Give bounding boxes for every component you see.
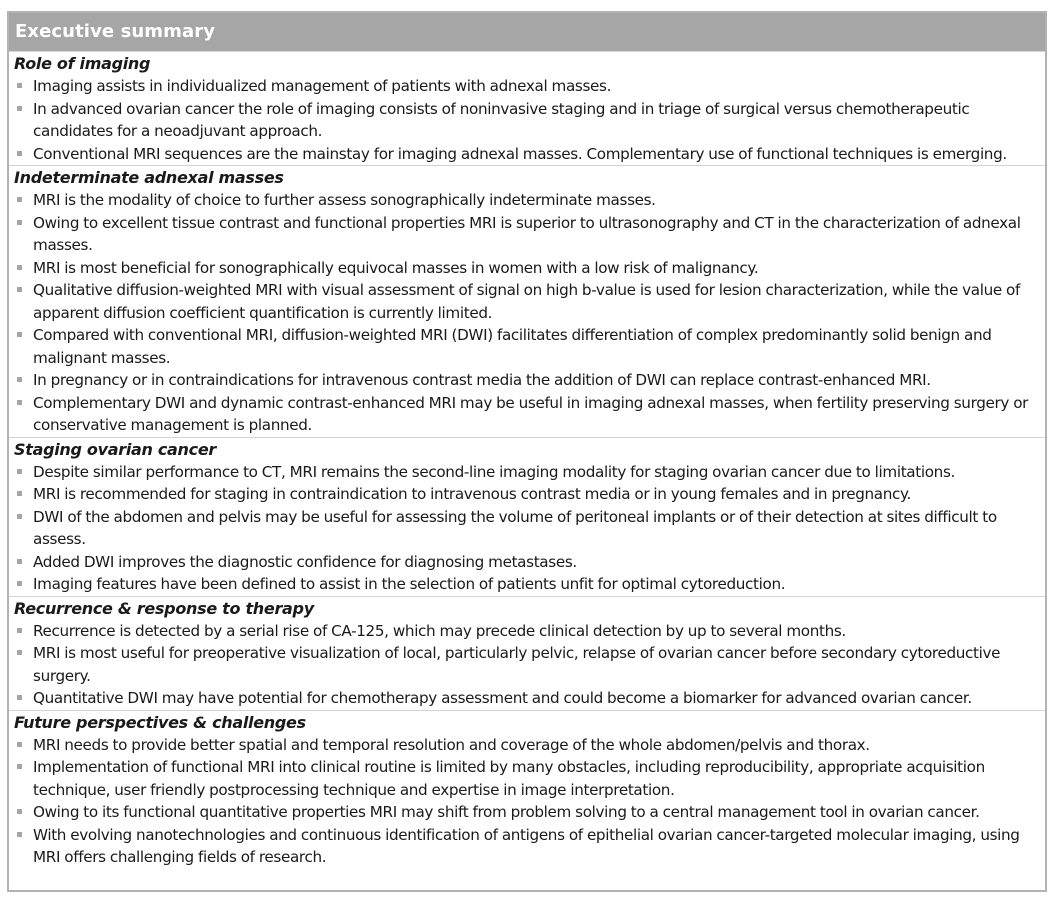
- section-staging-ovarian-cancer: [9, 437, 1045, 596]
- square-bullet-icon: [17, 332, 22, 337]
- list-item: [14, 212, 1039, 257]
- list-item: [14, 620, 1039, 643]
- list-item-text: Despite similar performance to CT, MRI remains the second-line imaging modality for staging ovarian cancer due to limitations.: [33, 462, 955, 481]
- list-item: [14, 461, 1039, 484]
- square-bullet-icon: [17, 469, 22, 474]
- list-item-text: Conventional MRI sequences are the mainstay for imaging adnexal masses. Complementary use of functional techniques is emerging.: [33, 144, 1007, 163]
- section-title: Indeterminate adnexal masses: [14, 168, 284, 187]
- list-item-text: Owing to excellent tissue contrast and functional properties MRI is superior to ultrasonography and CT in the characterization of adnexal masses.: [33, 213, 1021, 254]
- square-bullet-icon: [17, 220, 22, 225]
- list-item-text: With evolving nanotechnologies and continuous identification of antigens of epithelial ovarian cancer-targeted molecular imaging, using MRI offers challenging fields of research.: [33, 825, 1020, 866]
- section-future-perspectives: [9, 710, 1045, 869]
- list-item: [14, 189, 1039, 212]
- section-title: Staging ovarian cancer: [14, 439, 216, 459]
- list-item: [14, 483, 1039, 506]
- list-item-text: Quantitative DWI may have potential for chemotherapy assessment and could become a biomarker for advanced ovarian cancer.: [33, 689, 972, 707]
- section-role-of-imaging: [9, 51, 1045, 165]
- list-item: [14, 392, 1039, 437]
- section-title: Recurrence & response to therapy: [14, 598, 314, 618]
- square-bullet-icon: [17, 400, 22, 405]
- square-bullet-icon: [17, 650, 22, 655]
- list-item-text: Added DWI improves the diagnostic confidence for diagnosing metastases.: [33, 552, 577, 571]
- section-indeterminate-adnexal-masses: [9, 165, 1045, 437]
- square-bullet-icon: [17, 151, 22, 156]
- list-item-text: MRI is most useful for preoperative visualization of local, particularly pelvic, relapse of ovarian cancer before secondary cytoreductive surgery.: [33, 644, 1001, 685]
- square-bullet-icon: [17, 197, 22, 202]
- box-title: Executive summary: [9, 13, 1045, 51]
- list-item-text: Imaging assists in individualized management of patients with adnexal masses.: [33, 77, 612, 95]
- list-item: [14, 756, 1039, 801]
- list-item: [14, 143, 1039, 166]
- section-title: Role of imaging: [14, 54, 151, 73]
- list-item-text: Recurrence is detected by a serial rise of CA-125, which may precede clinical detection by up to several months.: [33, 621, 846, 640]
- list-item-text: MRI needs to provide better spatial and temporal resolution and coverage of the whole abdomen/pelvis and thorax.: [33, 735, 870, 754]
- bullet-list: [14, 189, 1039, 437]
- list-item: [14, 573, 1039, 596]
- square-bullet-icon: [17, 764, 22, 769]
- list-item: [14, 824, 1039, 869]
- list-item-text: Compared with conventional MRI, diffusion-weighted MRI (DWI) facilitates differentiation of complex predominantly solid benign and malignant masses.: [33, 326, 992, 367]
- list-item-text: DWI of the abdomen and pelvis may be useful for assessing the volume of peritoneal implants or of their detection at sites difficult to assess.: [33, 507, 997, 548]
- bullet-list: [14, 461, 1039, 596]
- bullet-list: [14, 734, 1039, 869]
- list-item: [14, 98, 1039, 143]
- list-item: [14, 279, 1039, 324]
- section-recurrence-response: [9, 596, 1045, 710]
- list-item: [14, 687, 1039, 710]
- list-item-text: Imaging features have been defined to assist in the selection of patients unfit for optimal cytoreduction.: [33, 575, 786, 593]
- list-item-text: MRI is recommended for staging in contraindication to intravenous contrast media or in young females and in pregnancy.: [33, 485, 911, 503]
- square-bullet-icon: [17, 628, 22, 633]
- list-item-text: Implementation of functional MRI into clinical routine is limited by many obstacles, including reproducibility, appropriate acquisition technique, user friendly postprocessing technique and expertise in image interpretation.: [33, 758, 985, 799]
- list-item-text: Complementary DWI and dynamic contrast-enhanced MRI may be useful in imaging adnexal masses, when fertility preserving surgery or conservative management is planned.: [33, 393, 1029, 434]
- square-bullet-icon: [17, 83, 22, 88]
- list-item-text: MRI is most beneficial for sonographically equivocal masses in women with a low risk of malignancy.: [33, 258, 759, 277]
- list-item-text: In advanced ovarian cancer the role of imaging consists of noninvasive staging and in triage of surgical versus chemotherapeutic candidates for a neoadjuvant approach.: [33, 99, 970, 140]
- list-item-text: Owing to its functional quantitative properties MRI may shift from problem solving to a central management tool in ovarian cancer.: [33, 803, 980, 821]
- list-item: [14, 324, 1039, 369]
- list-item: [14, 257, 1039, 280]
- list-item: [14, 506, 1039, 551]
- square-bullet-icon: [17, 106, 22, 111]
- bullet-list: [14, 75, 1039, 165]
- list-item: [14, 734, 1039, 757]
- executive-summary-box: [7, 11, 1047, 892]
- list-item: [14, 75, 1039, 98]
- square-bullet-icon: [17, 287, 22, 292]
- square-bullet-icon: [17, 265, 22, 270]
- list-item: [14, 642, 1039, 687]
- section-title: Future perspectives & challenges: [14, 712, 306, 732]
- list-item-text: MRI is the modality of choice to further assess sonographically indeterminate masses.: [33, 191, 656, 209]
- list-item: [14, 369, 1039, 392]
- square-bullet-icon: [17, 514, 22, 519]
- bullet-list: [14, 620, 1039, 710]
- list-item: [14, 551, 1039, 574]
- square-bullet-icon: [17, 742, 22, 747]
- square-bullet-icon: [17, 832, 22, 837]
- square-bullet-icon: [17, 695, 22, 700]
- list-item-text: Qualitative diffusion-weighted MRI with visual assessment of signal on high b-value is used for lesion characterization, while the value of apparent diffusion coefficient quantification is currently limited.: [33, 281, 1020, 322]
- square-bullet-icon: [17, 581, 22, 586]
- square-bullet-icon: [17, 377, 22, 382]
- list-item: [14, 801, 1039, 824]
- square-bullet-icon: [17, 559, 22, 564]
- square-bullet-icon: [17, 809, 22, 814]
- list-item-text: In pregnancy or in contraindications for intravenous contrast media the addition of DWI can replace contrast-enhanced MRI.: [33, 371, 931, 389]
- square-bullet-icon: [17, 491, 22, 496]
